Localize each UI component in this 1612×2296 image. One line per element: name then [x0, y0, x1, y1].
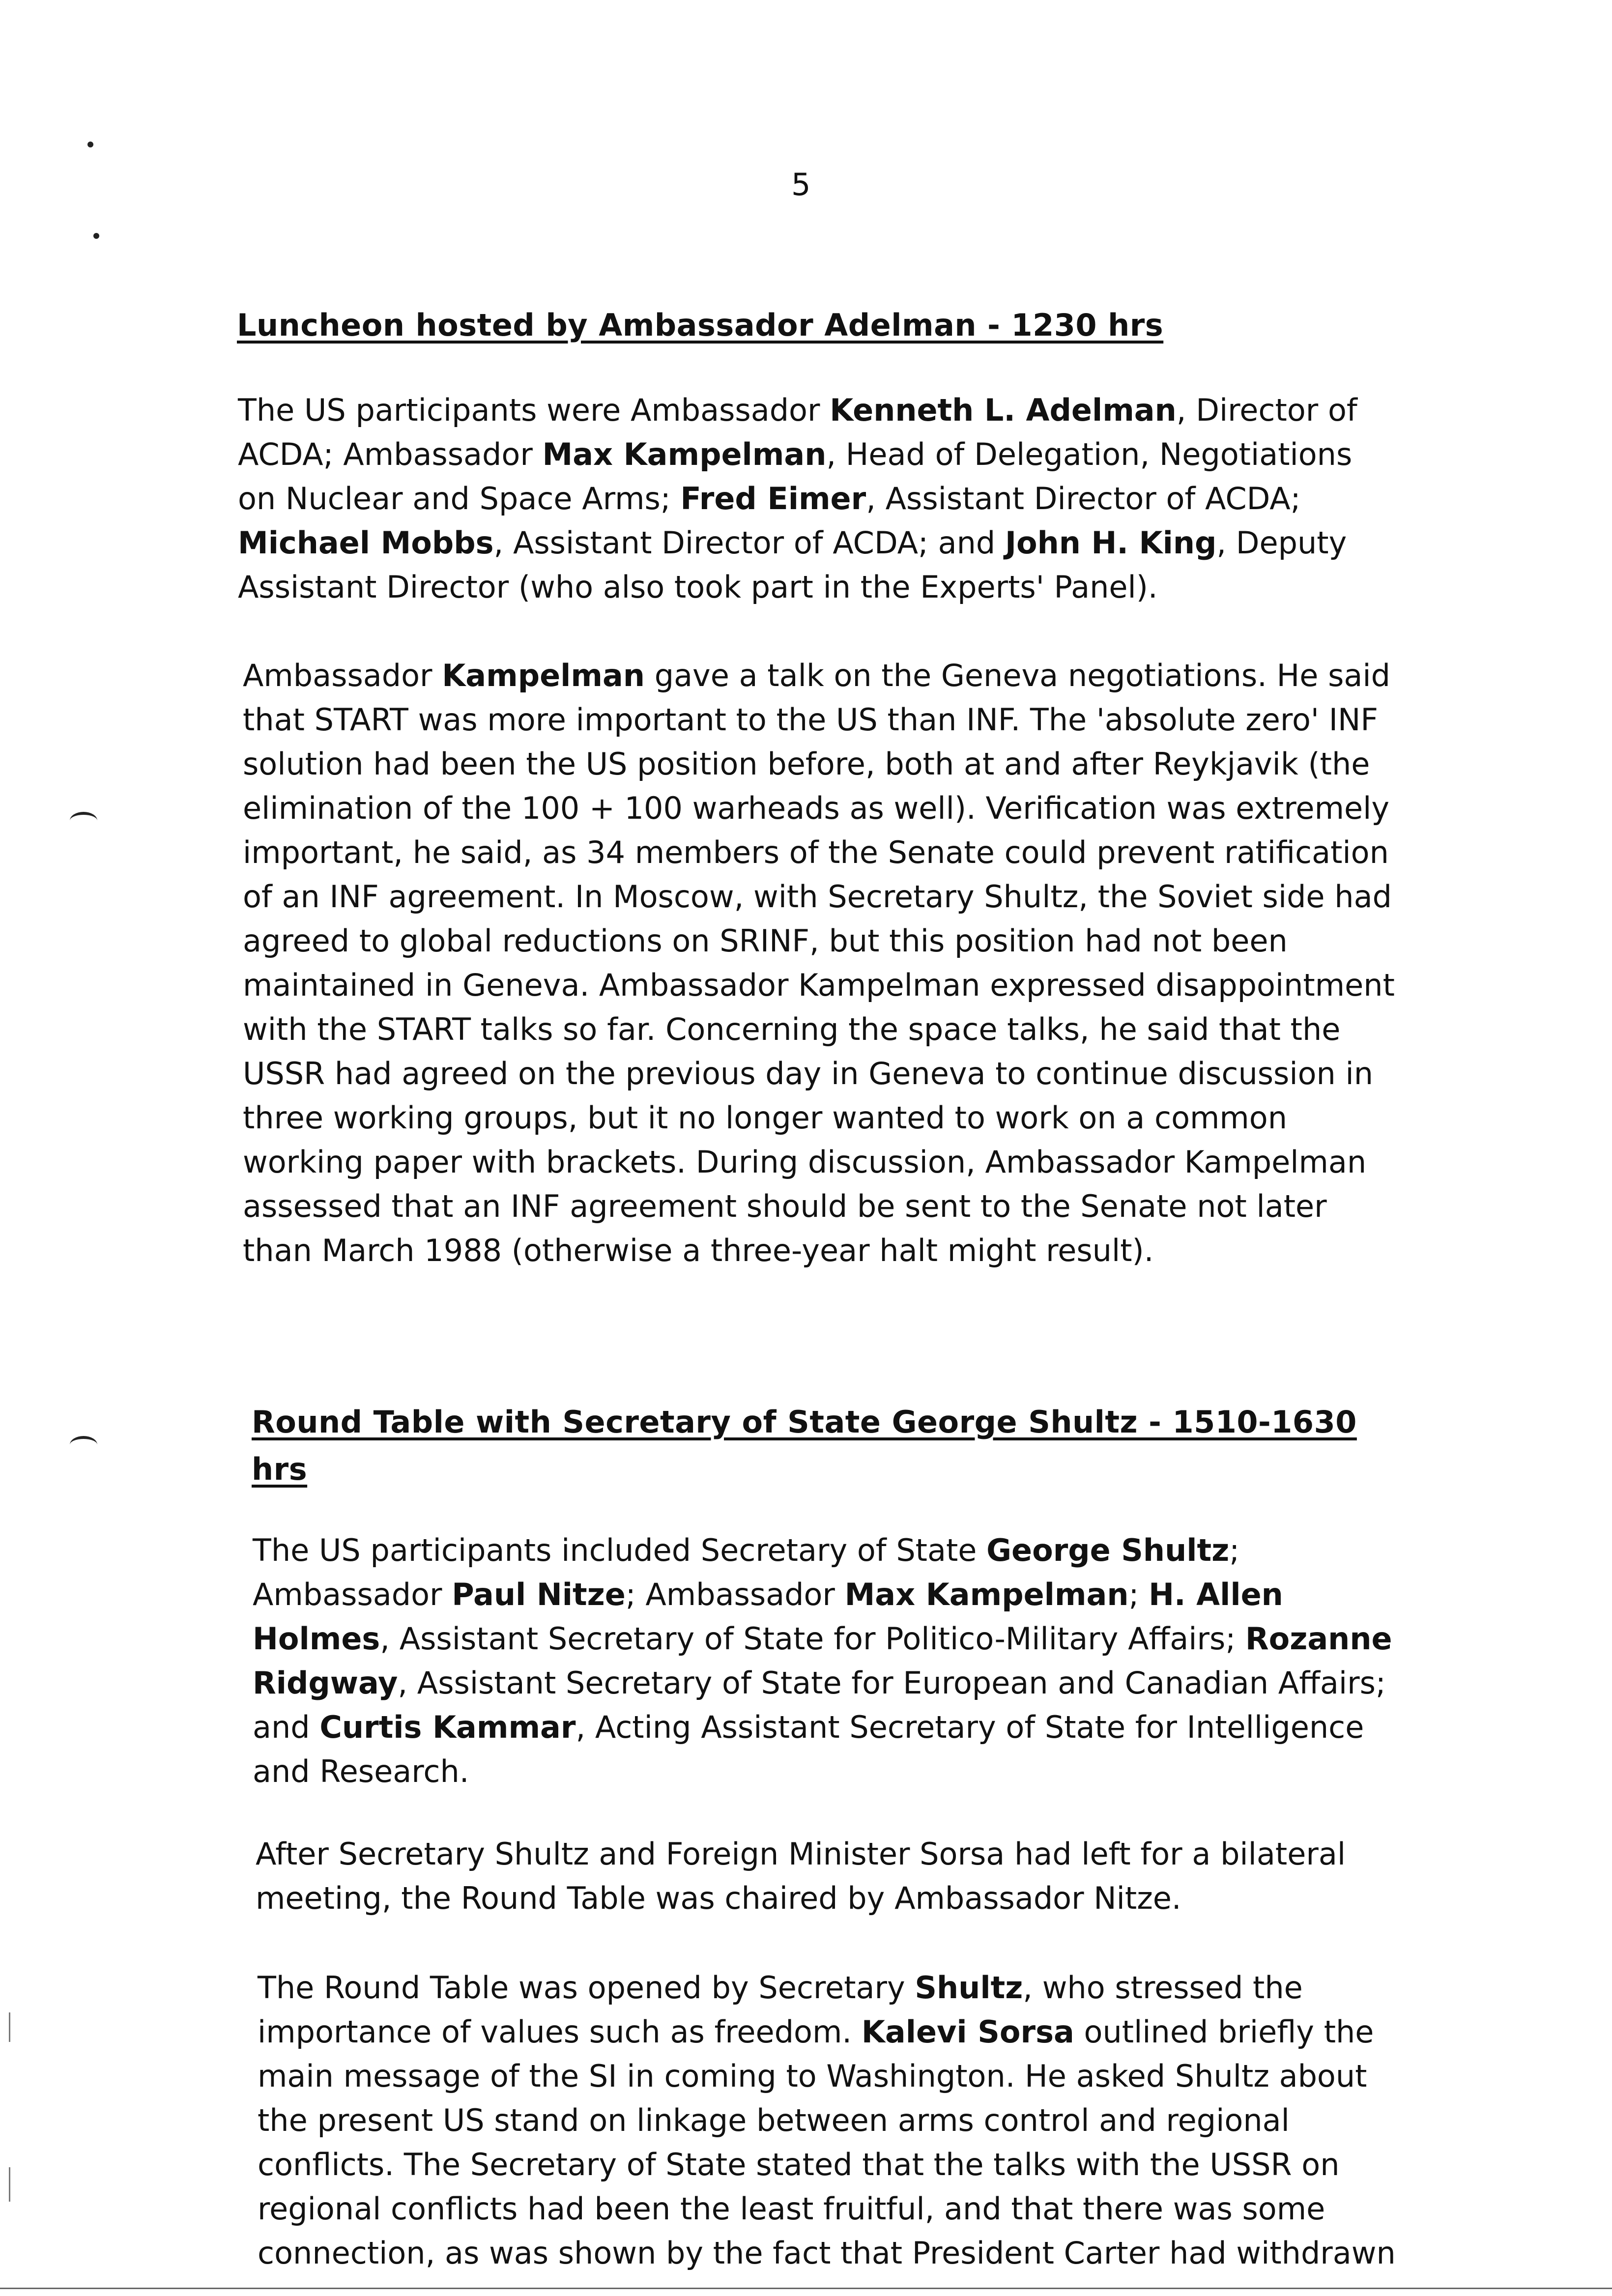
margin-scan-line — [9, 2012, 10, 2042]
person-name: John H. King — [1005, 525, 1217, 561]
text-run: The Round Table was opened by Secretary — [258, 1970, 915, 2006]
scan-bottom-edge — [0, 2288, 1612, 2289]
person-name: Fred Eimer — [680, 481, 866, 517]
person-name: Max Kampelman — [844, 1577, 1129, 1612]
text-run: ; Ambassador — [253, 1532, 1240, 1612]
person-name: Michael Mobbs — [238, 525, 494, 561]
margin-bracket-mark — [70, 812, 97, 830]
person-name: Shultz — [915, 1970, 1023, 2006]
text-run: The US participants included Secretary of State — [253, 1532, 987, 1568]
text-run: ; — [1128, 1577, 1149, 1612]
text-run: , Deputy Assistant Director (who also took part in the Experts' Panel). — [238, 525, 1347, 605]
person-name: Kalevi Sorsa — [861, 2014, 1074, 2050]
person-name: Kampelman — [442, 658, 645, 693]
text-run: , Assistant Director of ACDA; and — [493, 525, 1005, 561]
person-name: Kenneth L. Adelman — [830, 392, 1177, 428]
scan-speck — [93, 233, 99, 239]
text-run: outlined briefly the main message of the SI in coming to Washington. He asked Shultz about the present US stand on linkage between arms control and regional conflicts. The Secretary of State stated that the talks with the USSR on regional conflicts had been the least fruitful, and that there was some connection, as was shown by the fact that President Carter had withdrawn — [258, 2014, 1396, 2271]
paragraph-kampelman-talk — [243, 654, 1398, 1273]
person-name: Max Kampelman — [542, 436, 827, 472]
text-run: ; Ambassador — [625, 1577, 845, 1612]
text-run: , Assistant Secretary of State for Politico-Military Affairs; — [380, 1621, 1245, 1657]
person-name: Rozanne Ridgway — [253, 1621, 1392, 1701]
paragraph-round-table-opening — [258, 1966, 1417, 2275]
margin-bracket-mark — [70, 1436, 97, 1454]
paragraph-round-table-chair — [256, 1832, 1415, 1921]
text-run: The US participants were Ambassador — [238, 392, 830, 428]
margin-scan-line — [9, 2167, 10, 2202]
text-run: , Acting Assistant Secretary of State for Intelligence and Research. — [253, 1709, 1364, 1789]
text-run: , Head of Delegation, Negotiations on Nuclear and Space Arms; — [238, 436, 1353, 517]
section-heading-round-table: Round Table with Secretary of State George Shultz - 1510-1630 hrs — [252, 1404, 1357, 1487]
scan-speck — [87, 142, 93, 147]
text-run: , Assistant Secretary of State for European and Canadian Affairs; and — [253, 1665, 1386, 1745]
paragraph-luncheon-participants — [238, 388, 1393, 609]
person-name: George Shultz — [986, 1532, 1230, 1568]
person-name: H. Allen Holmes — [253, 1577, 1283, 1657]
text-run: After Secretary Shultz and Foreign Minister Sorsa had left for a bilateral meeting, the Round Table was chaired by Ambassador Nitze. — [256, 1836, 1346, 1916]
text-run: Ambassador — [243, 658, 442, 693]
text-run: , Assistant Director of ACDA; — [866, 481, 1301, 517]
text-run: , Director of ACDA; Ambassador — [238, 392, 1357, 472]
text-run: , who stressed the importance of values such as freedom. — [258, 1970, 1303, 2050]
section-heading-luncheon: Luncheon hosted by Ambassador Adelman - 1230 hrs — [237, 307, 1164, 343]
page-number: 5 — [791, 167, 811, 202]
person-name: Paul Nitze — [452, 1577, 626, 1612]
text-run: gave a talk on the Geneva negotiations. He said that START was more important to the US than INF. The 'absolute zero' INF solution had been the US position before, both at and after Reykjavik (the elimination of the 100 + 100 warheads as well). Verification was extremely important, he said, as 34 members of the Senate could prevent ratification of an INF agreement. In Moscow, with Secretary Shultz, the Soviet side had agreed to global reductions on SRINF, but this position had not been maintained in Geneva. Ambassador Kampelman expressed disappointment with the START talks so far. Concerning the space talks, he said that the USSR had agreed on the previous day in Geneva to continue discussion in three working groups, but it no longer wanted to work on a common working paper with brackets. During discussion, Ambassador Kampelman assessed that an INF agreement should be sent to the Senate not later than March 1988 (otherwise a three-year halt might result). — [243, 658, 1395, 1268]
person-name: Curtis Kammar — [319, 1709, 576, 1745]
paragraph-round-table-participants — [253, 1528, 1398, 1794]
